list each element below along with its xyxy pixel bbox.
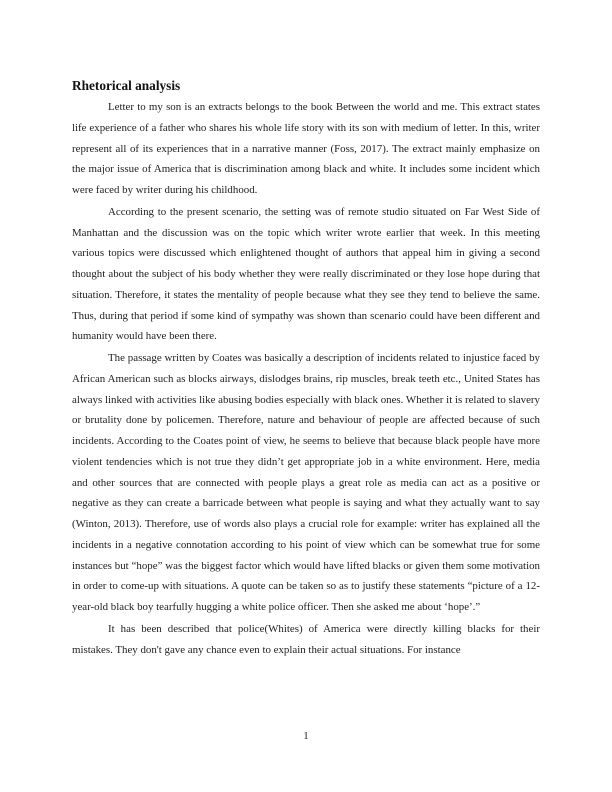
section-heading: Rhetorical analysis	[72, 78, 181, 93]
paragraph-police: It has been described that police(Whites) of America were directly killing blacks for their mistakes. They don't gave any chance even to explain their actual situations. For instance	[72, 622, 540, 656]
paragraph-introduction: Letter to my son is an extracts belongs to the book Between the world and me. This extract states life experience of a father who shares his whole life story with its son with medium of letter. In this, writer represent all of its experiences that in a narrative manner (Foss, 2017). The extract mainly emphasize on the major issue of America that is discrimination among black and white. It includes some incident which were faced by writer during his childhood.	[72, 101, 540, 196]
page-content	[72, 76, 540, 661]
paragraph-setting: According to the present scenario, the setting was of remote studio situated on Far West Side of Manhattan and the discussion was on the topic which writer wrote earlier that week. In this meeting various topics were discussed which enlightened thought of authors that appeal him in giving a second thought about the subject of his body whether they were really discriminated or they lose hope during that situation. Therefore, it states the mentality of people because what they see they tend to believe the same. Thus, during that period if some kind of sympathy was shown than scenario could have been different and humanity would have been there.	[72, 205, 540, 343]
paragraph-coates-passage: The passage written by Coates was basically a description of incidents related to injustice faced by African American such as blocks airways, dislodges brains, rip muscles, break teeth etc., United States has always linked with activities like abusing bodies especially with black ones. Whether it is related to slavery or brutality done by policemen. Therefore, nature and behaviour of people are affected because of such incidents. According to the Coates point of view, he seems to believe that because black people have more violent tendencies which is not true they didn’t get appropriate job in a white environment. Here, media and other sources that are connected with people plays a great role as media can act as a positive or negative as they can create a barricade between what people is saying and what they actually want to say (Winton, 2013). Therefore, use of words also plays a crucial role for example: writer has explained all the incidents in a negative connotation according to his point of view which can be somewhat true for some instances but “hope” was the biggest factor which would have lifted blacks or given them some motivation in order to come-up with situations. A quote can be taken so as to justify these statements “picture of a 12-year-old black boy tearfully hugging a white police officer. Then she asked me about ‘hope’.”	[72, 352, 540, 613]
page-number: 1	[303, 730, 309, 742]
